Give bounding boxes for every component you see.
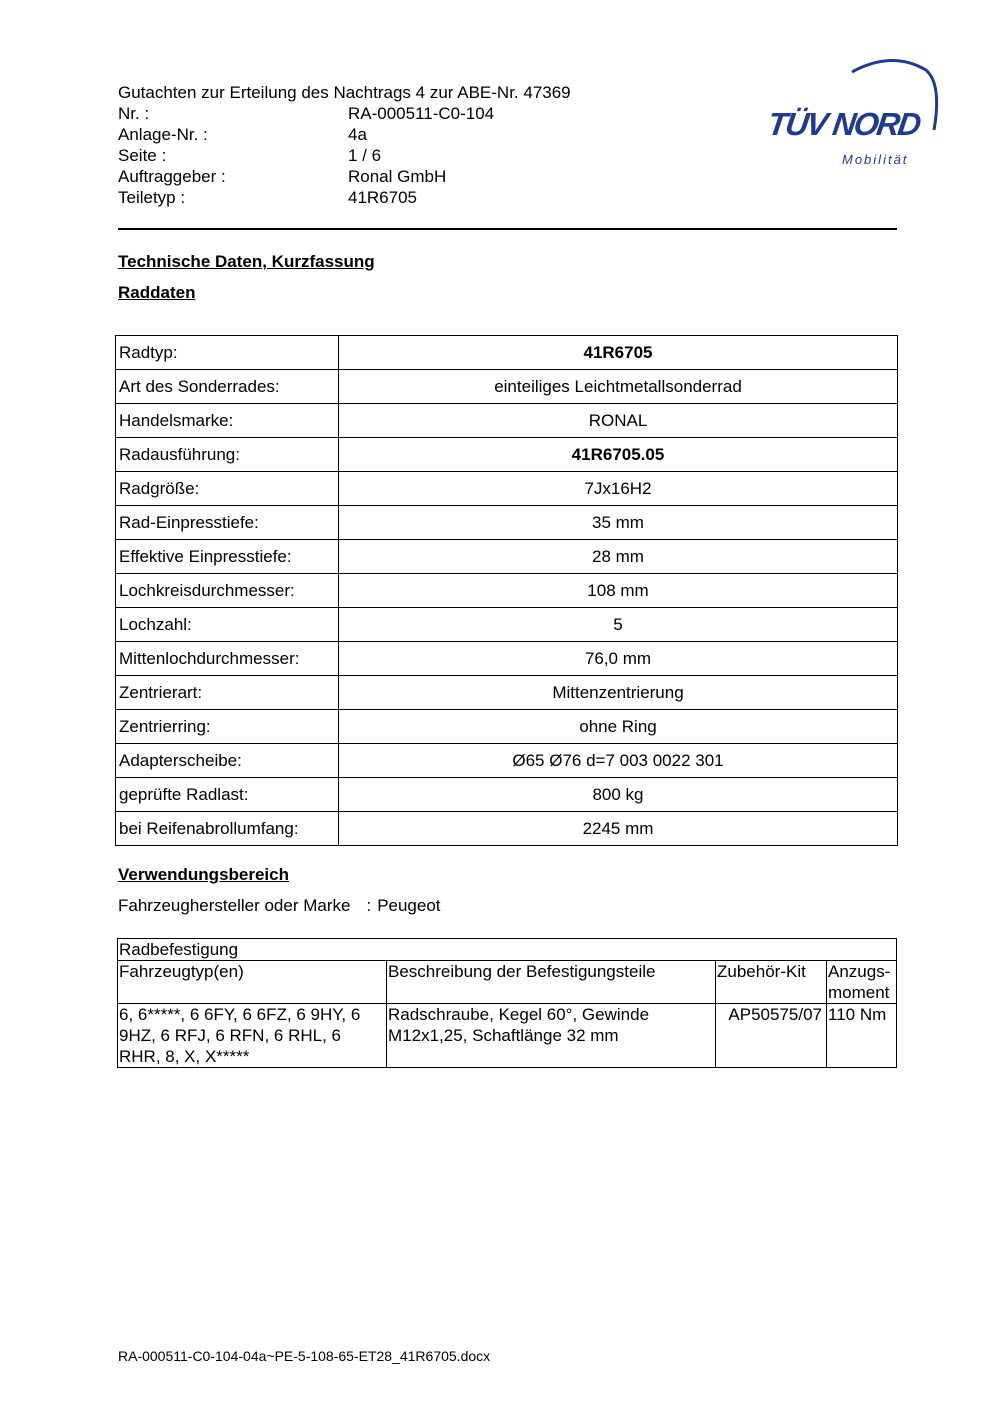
document-title: Gutachten zur Erteilung des Nachtrags 4 zur ABE-Nr. 47369 xyxy=(118,83,571,102)
cell-vehicle-types: 6, 6*****, 6 6FY, 6 6FZ, 6 9HY, 6 9HZ, 6 RFJ, 6 RFN, 6 RHL, 6 RHR, 8, X, X***** xyxy=(118,1004,387,1068)
mounting-table-header xyxy=(118,961,897,1004)
wheel-attr-label: Adapterscheibe: xyxy=(116,744,339,778)
mounting-table xyxy=(117,938,897,1068)
wheel-attr-value: RONAL xyxy=(339,404,898,438)
wheel-attr-label: Zentrierart: xyxy=(116,676,339,710)
wheel-attr-label: Handelsmarke: xyxy=(116,404,339,438)
section-title-usage: Verwendungsbereich xyxy=(118,865,289,884)
wheel-attr-label: bei Reifenabrollumfang: xyxy=(116,812,339,846)
wheel-attr-value: einteiliges Leichtmetallsonderrad xyxy=(339,370,898,404)
header-value: RA-000511-C0-104 xyxy=(348,104,495,123)
table-row xyxy=(116,778,898,812)
table-row xyxy=(116,438,898,472)
wheel-attr-value: 41R6705 xyxy=(339,336,898,370)
section-title-tech: Technische Daten, Kurzfassung xyxy=(118,252,375,271)
wheel-attr-label: Effektive Einpresstiefe: xyxy=(116,540,339,574)
cell-kit: AP50575/07 xyxy=(716,1004,827,1068)
header-row xyxy=(118,166,658,187)
wheel-attr-value: 800 kg xyxy=(339,778,898,812)
header-label: Teiletyp : xyxy=(118,188,186,207)
usage-separator: : xyxy=(366,896,372,915)
header-divider xyxy=(118,228,897,230)
table-row xyxy=(116,404,898,438)
wheel-attr-label: Radausführung: xyxy=(116,438,339,472)
header-value: Ronal GmbH xyxy=(348,167,447,186)
logo-brand: TÜV NORD xyxy=(765,106,922,142)
header-value: 41R6705 xyxy=(348,188,418,207)
table-row xyxy=(116,472,898,506)
wheel-attr-label: Radgröße: xyxy=(116,472,339,506)
header-torque: Anzugs- moment xyxy=(827,961,897,1004)
wheel-data-table xyxy=(115,335,898,846)
wheel-attr-label: Mittenlochdurchmesser: xyxy=(116,642,339,676)
table-row xyxy=(116,744,898,778)
header-row xyxy=(118,103,658,124)
wheel-attr-value: 35 mm xyxy=(339,506,898,540)
wheel-attr-value: 108 mm xyxy=(339,574,898,608)
table-row xyxy=(116,336,898,370)
table-row xyxy=(116,506,898,540)
wheel-attr-value: Ø65 Ø76 d=7 003 0022 301 xyxy=(339,744,898,778)
table-row xyxy=(118,1004,897,1068)
wheel-attr-value: 2245 mm xyxy=(339,812,898,846)
table-row xyxy=(116,608,898,642)
header-label: Seite : xyxy=(118,146,167,165)
section-title-raddaten: Raddaten xyxy=(118,283,196,302)
mounting-table-title: Radbefestigung xyxy=(118,939,897,961)
usage-value: Peugeot xyxy=(377,896,441,915)
table-row xyxy=(116,812,898,846)
wheel-attr-value: 76,0 mm xyxy=(339,642,898,676)
footer-filename: RA-000511-C0-104-04a~PE-5-108-65-ET28_41R6705.docx xyxy=(118,1348,491,1364)
wheel-attr-label: Zentrierring: xyxy=(116,710,339,744)
header-label: Nr. : xyxy=(118,104,150,123)
table-row xyxy=(116,370,898,404)
header-row xyxy=(118,124,658,145)
wheel-attr-label: Lochzahl: xyxy=(116,608,339,642)
header-value: 1 / 6 xyxy=(348,146,382,165)
wheel-attr-label: Rad-Einpresstiefe: xyxy=(116,506,339,540)
wheel-attr-label: Art des Sonderrades: xyxy=(116,370,339,404)
table-row xyxy=(116,710,898,744)
wheel-attr-label: Lochkreisdurchmesser: xyxy=(116,574,339,608)
header-kit: Zubehör-Kit xyxy=(716,961,827,1004)
tuv-nord-logo xyxy=(760,54,950,174)
wheel-attr-value: 28 mm xyxy=(339,540,898,574)
header-row xyxy=(118,145,658,166)
header-row xyxy=(118,187,658,208)
wheel-attr-label: Radtyp: xyxy=(116,336,339,370)
header-vehicle-types: Fahrzeugtyp(en) xyxy=(118,961,387,1004)
wheel-attr-label: geprüfte Radlast: xyxy=(116,778,339,812)
table-row xyxy=(116,574,898,608)
wheel-attr-value: 41R6705.05 xyxy=(339,438,898,472)
document-header xyxy=(118,82,658,208)
cell-description: Radschraube, Kegel 60°, Gewinde M12x1,25, Schaftlänge 32 mm xyxy=(387,1004,716,1068)
header-label: Auftraggeber : xyxy=(118,167,226,186)
wheel-attr-value: 5 xyxy=(339,608,898,642)
header-rows xyxy=(118,103,658,208)
wheel-attr-value: Mittenzentrierung xyxy=(339,676,898,710)
header-description: Beschreibung der Befestigungsteile xyxy=(387,961,716,1004)
wheel-attr-value: 7Jx16H2 xyxy=(339,472,898,506)
usage-label: Fahrzeughersteller oder Marke xyxy=(118,896,351,915)
header-label: Anlage-Nr. : xyxy=(118,125,208,144)
cell-torque: 110 Nm xyxy=(827,1004,897,1068)
table-row xyxy=(116,676,898,710)
logo-sub: Mobilität xyxy=(842,152,909,167)
header-value: 4a xyxy=(348,125,367,144)
usage-line xyxy=(118,896,441,916)
wheel-attr-value: ohne Ring xyxy=(339,710,898,744)
table-row xyxy=(116,540,898,574)
table-row xyxy=(116,642,898,676)
